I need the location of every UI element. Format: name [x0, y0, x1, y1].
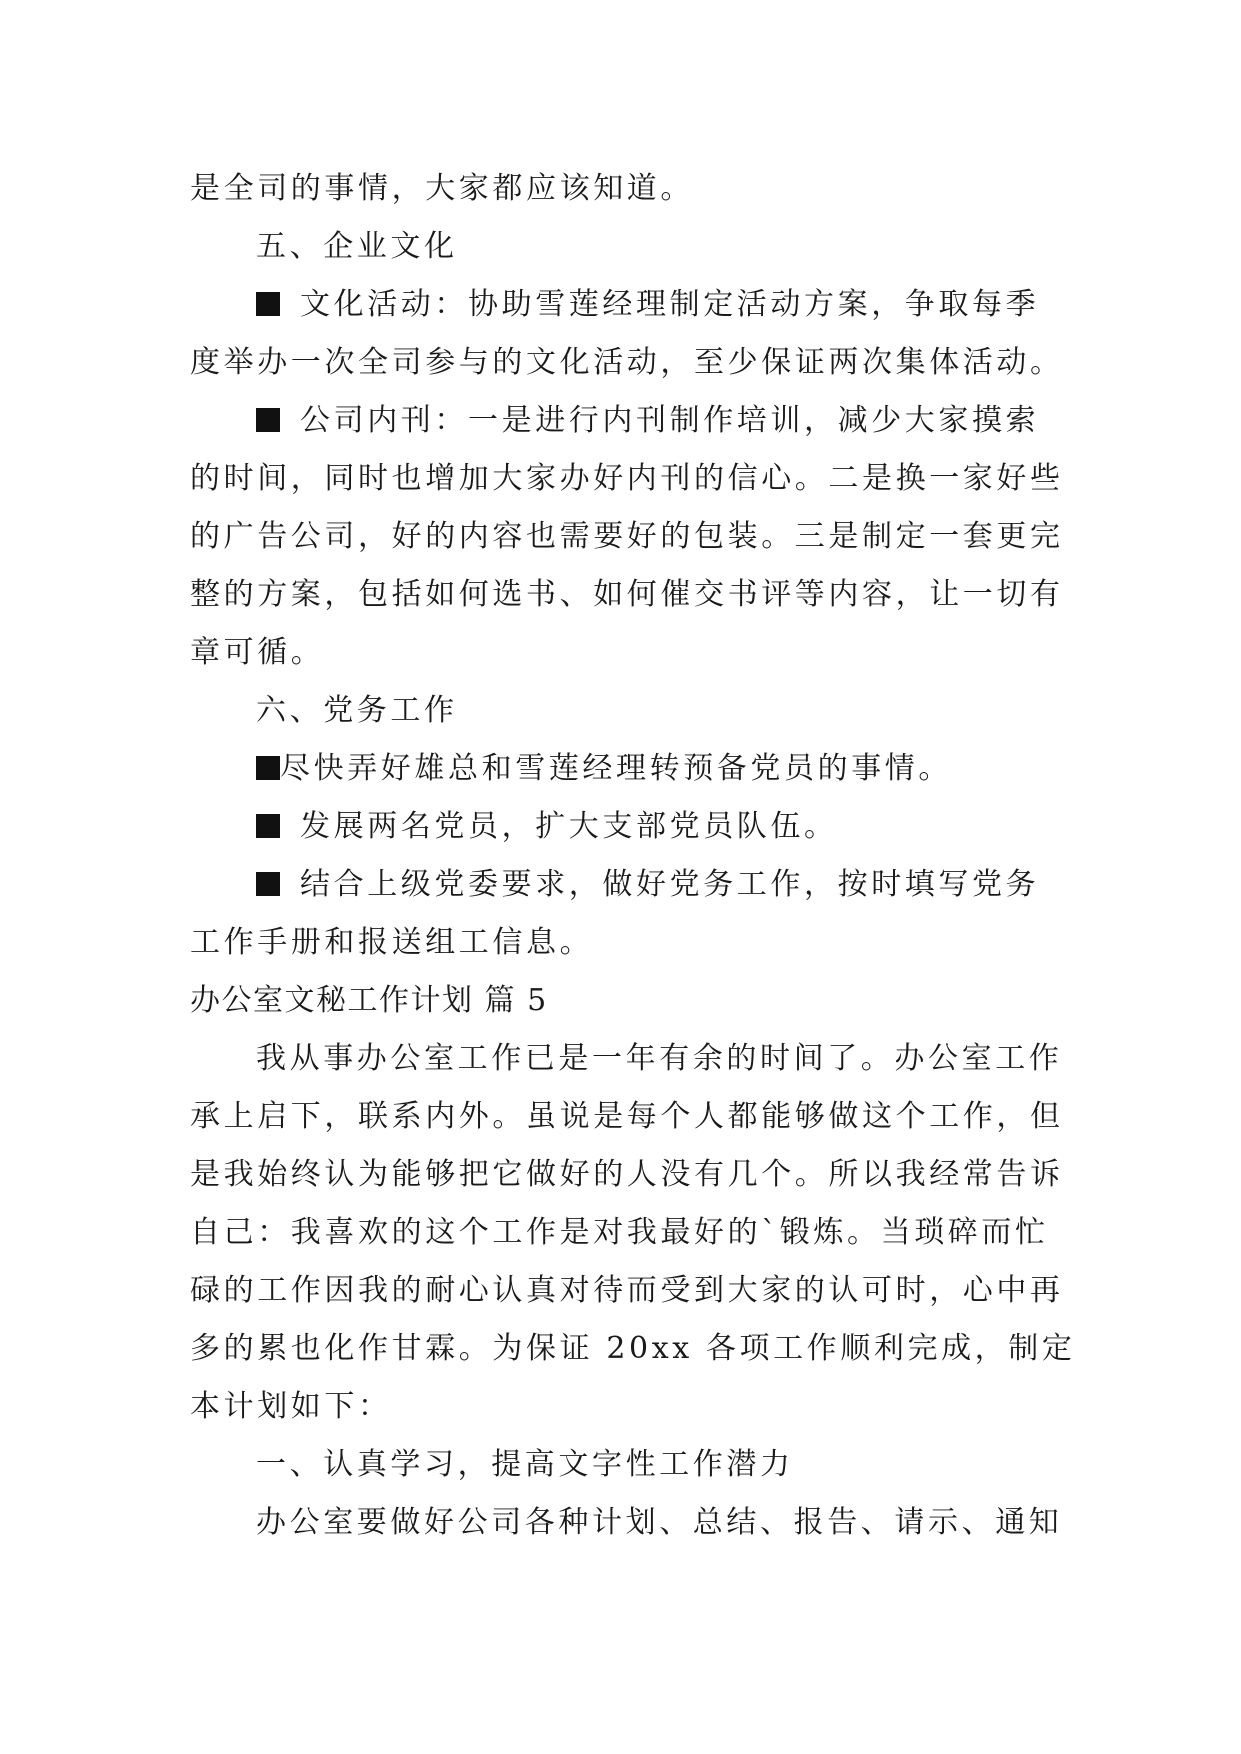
line-text: 多的累也化作甘霖。为保证 20xx 各项工作顺利完成，制定 — [190, 1331, 1076, 1366]
paragraph-line — [190, 1378, 1060, 1436]
line-text: 度举办一次全司参与的文化活动，至少保证两次集体活动。 — [190, 345, 1064, 380]
paragraph-line — [190, 1436, 1060, 1494]
paragraph-line — [190, 1262, 1064, 1320]
paragraph — [190, 218, 1060, 276]
section-title — [190, 972, 1060, 1030]
paragraph-line — [190, 1204, 1060, 1262]
paragraph-line — [190, 160, 1060, 218]
line-text: 承上启下，联系内外。虽说是每个人都能够做这个工作，但 — [190, 1099, 1064, 1134]
square-bullet-icon — [256, 408, 280, 432]
section-title-text — [190, 972, 1060, 1030]
line-text: 自己：我喜欢的这个工作是对我最好的`锻炼。当琐碎而忙 — [190, 1215, 1049, 1250]
line-text: 是我始终认为能够把它做好的人没有几个。所以我经常告诉 — [190, 1157, 1064, 1192]
line-text: 是全司的事情，大家都应该知道。 — [190, 171, 694, 206]
paragraph-line — [190, 218, 1060, 276]
line-text: 整的方案，包括如何选书、如何催交书评等内容，让一切有 — [190, 577, 1064, 612]
paragraph-line — [190, 740, 1060, 798]
line-text: 的广告公司，好的内容也需要好的包装。三是制定一套更完 — [190, 519, 1064, 554]
paragraph-line — [190, 1088, 1064, 1146]
bullet-paragraph — [190, 392, 1064, 682]
paragraph-line — [190, 566, 1064, 624]
square-bullet-icon — [256, 814, 280, 838]
paragraph — [190, 682, 1060, 740]
bullet-paragraph — [190, 798, 1060, 856]
line-text: 六、党务工作 — [256, 693, 458, 728]
line-text: 的时间，同时也增加大家办好内刊的信心。二是换一家好些 — [190, 461, 1064, 496]
paragraph — [190, 1494, 1063, 1552]
line-text: 文化活动：协助雪莲经理制定活动方案，争取每季 — [300, 287, 1040, 322]
line-text: 本计划如下： — [190, 1389, 392, 1424]
paragraph — [190, 1436, 1060, 1494]
paragraph-line — [190, 334, 1064, 392]
paragraph-line — [190, 856, 1060, 914]
bullet-paragraph — [190, 856, 1060, 972]
line-text: 尽快弄好雄总和雪莲经理转预备党员的事情。 — [280, 751, 952, 786]
paragraph-line — [190, 1146, 1064, 1204]
paragraph-line — [190, 1320, 1076, 1378]
paragraph-line — [190, 276, 1060, 334]
document-body — [190, 160, 1076, 1552]
line-text: 五、企业文化 — [256, 229, 458, 264]
paragraph-line — [190, 682, 1060, 740]
square-bullet-icon — [256, 756, 280, 780]
line-text: 碌的工作因我的耐心认真对待而受到大家的认可时，心中再 — [190, 1273, 1064, 1308]
line-text: 结合上级党委要求，做好党务工作，按时填写党务 — [300, 867, 1040, 902]
paragraph-line — [190, 450, 1064, 508]
line-text: 公司内刊：一是进行内刊制作培训，减少大家摸索 — [300, 403, 1040, 438]
paragraph-line — [190, 914, 1060, 972]
paragraph-line — [190, 508, 1064, 566]
paragraph-line — [190, 392, 1060, 450]
paragraph — [190, 1030, 1076, 1436]
line-text: 发展两名党员，扩大支部党员队伍。 — [300, 809, 838, 844]
line-text: 办公室文秘工作计划 篇 5 — [190, 983, 548, 1018]
paragraph-line — [190, 624, 1060, 682]
paragraph-line — [190, 1030, 1063, 1088]
paragraph-line — [190, 1494, 1063, 1552]
square-bullet-icon — [256, 292, 280, 316]
line-text: 办公室要做好公司各种计划、总结、报告、请示、通知 — [256, 1505, 1063, 1540]
paragraph-line — [190, 798, 1060, 856]
line-text: 章可循。 — [190, 635, 325, 670]
paragraph — [190, 160, 1060, 218]
bullet-paragraph — [190, 276, 1064, 392]
line-text: 一、认真学习，提高文字性工作潜力 — [256, 1447, 794, 1482]
square-bullet-icon — [256, 872, 280, 896]
bullet-paragraph — [190, 740, 1060, 798]
line-text: 我从事办公室工作已是一年有余的时间了。办公室工作 — [256, 1041, 1063, 1076]
line-text: 工作手册和报送组工信息。 — [190, 925, 594, 960]
